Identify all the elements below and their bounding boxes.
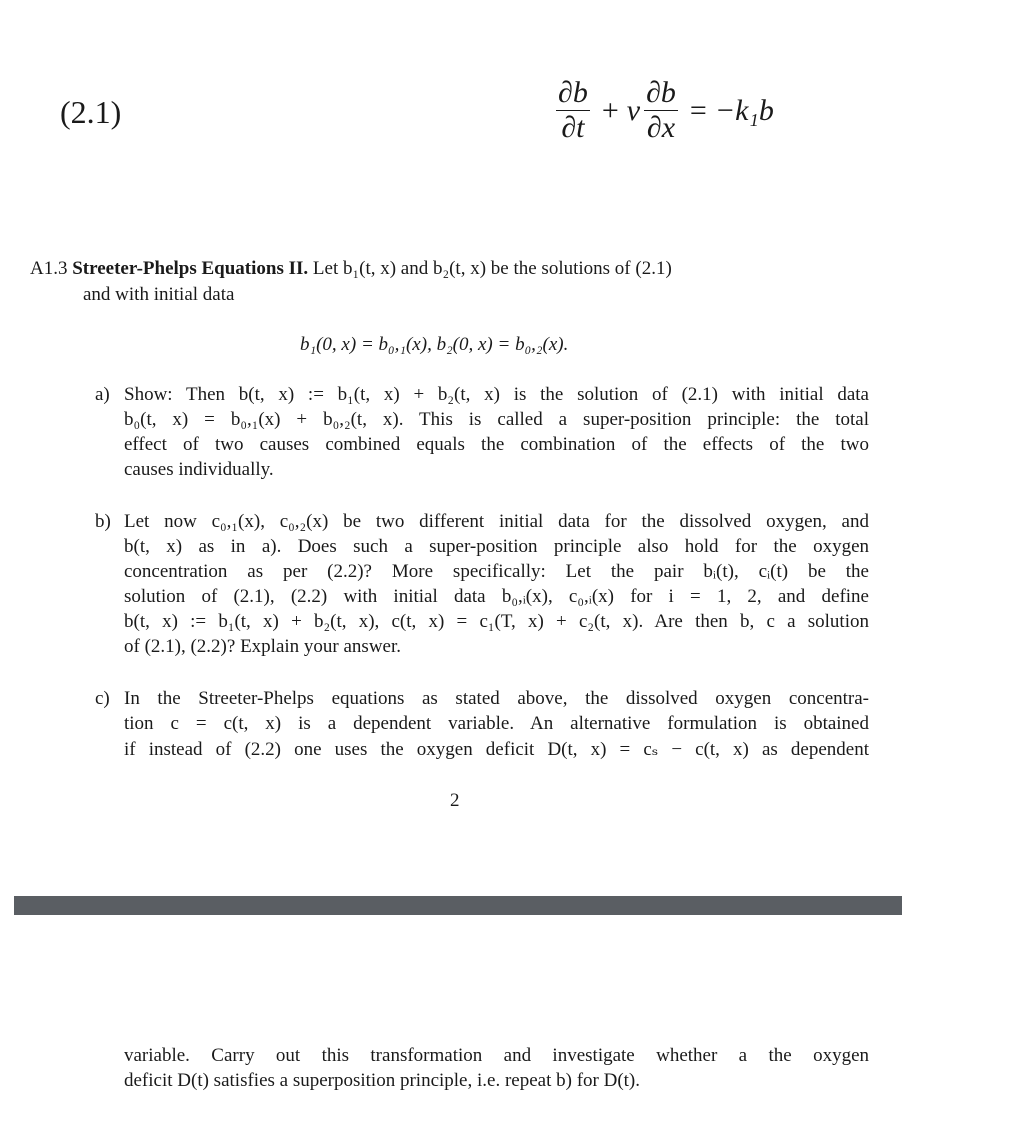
plus-sign: + xyxy=(601,93,619,127)
equation-label: (2.1) xyxy=(60,94,122,130)
part-c-continuation-line: deficit D(t) satisfies a superposition principle, i.e. repeat b) for D(t). xyxy=(124,1070,640,1091)
part-b-line: of (2.1), (2.2)? Explain your answer. xyxy=(124,636,402,657)
page-break-bar xyxy=(14,896,902,915)
problem-title: Streeter-Phelps Equations II. xyxy=(72,258,309,279)
part-b-line: solution of (2.1), (2.2) with initial data b₀,ᵢ(x), c₀,ᵢ(x) for i = 1, 2, and define xyxy=(124,586,869,607)
page-number: 2 xyxy=(450,790,460,811)
equation-2-1 xyxy=(552,76,774,145)
part-a-label: a) xyxy=(95,384,110,405)
fraction-db-dt: $\frac{\partial b}{\partial t}$ xyxy=(558,76,588,144)
velocity-v: v xyxy=(626,93,641,127)
part-c-line: tion c = c(t, x) is a dependent variable. An alternative formulation is obtained xyxy=(124,713,869,734)
fraction-db-dx: $\frac{\partial b}{\partial x}$ xyxy=(646,76,676,144)
problem-intro-1: Let b₁(t, x) and b₂(t, x) be the solutions of (2.1) xyxy=(312,258,672,279)
part-c-label: c) xyxy=(95,688,110,709)
part-a-line: causes individually. xyxy=(124,459,274,480)
problem-intro-2: and with initial data xyxy=(83,284,235,305)
part-b-label: b) xyxy=(95,511,111,532)
equals-sign: = xyxy=(689,93,707,127)
initial-data-equation: b₁(0, x) = b₀,₁(x), b₂(0, x) = b₀,₂(x). xyxy=(300,334,569,355)
part-b-line: Let now c₀,₁(x), c₀,₂(x) be two different initial data for the dissolved oxygen, and xyxy=(124,511,869,532)
part-b-line: b(t, x) := b₁(t, x) + b₂(t, x), c(t, x) = c₁(T, x) + c₂(t, x). Are then b, c a solution xyxy=(124,611,869,632)
part-c-line: In the Streeter-Phelps equations as stated above, the dissolved oxygen concentra- xyxy=(124,688,869,709)
problem-number: A1.3 xyxy=(30,258,68,279)
part-a-line: effect of two causes combined equals the combination of the effects of the two xyxy=(124,434,869,455)
equation-rhs: −k₁b xyxy=(714,93,774,127)
part-b-line: b(t, x) as in a). Does such a super-position principle also hold for the oxygen xyxy=(124,536,869,557)
part-a-line: Show: Then b(t, x) := b₁(t, x) + b₂(t, x) is the solution of (2.1) with initial data xyxy=(124,384,869,405)
problem-heading-line xyxy=(30,258,672,280)
part-a-line: b₀(t, x) = b₀,₁(x) + b₀,₂(t, x). This is called a super-position principle: the total xyxy=(124,409,869,430)
part-c-line: if instead of (2.2) one uses the oxygen deficit D(t, x) = cₛ − c(t, x) as dependent xyxy=(124,739,869,760)
part-c-continuation-line: variable. Carry out this transformation and investigate whether a the oxygen xyxy=(124,1045,869,1066)
part-b-line: concentration as per (2.2)? More specifically: Let the pair bᵢ(t), cᵢ(t) be the xyxy=(124,561,869,582)
